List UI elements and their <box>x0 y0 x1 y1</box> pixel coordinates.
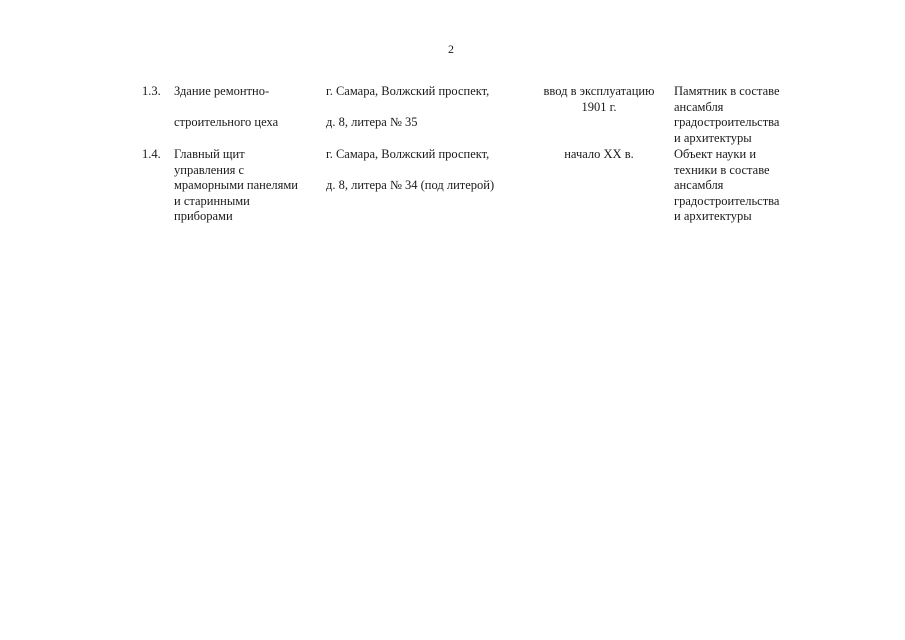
object-date: ввод в эксплуатацию 1901 г. <box>543 84 655 114</box>
object-category: Объект науки и техники в составе ансамбля градостроительства и архитектуры <box>674 147 780 223</box>
object-category: Памятник в составе ансамбля градостроительства и архитектуры <box>674 84 780 145</box>
object-name: Главный щит управления с мраморными панелями и старинными приборами <box>174 147 298 223</box>
object-address: г. Самара, Волжский проспект, д. 8, литера № 34 (под литерой) <box>326 147 495 192</box>
object-address: г. Самара, Волжский проспект, д. 8, литера № 35 <box>326 84 490 129</box>
row-number: 1.3. <box>142 84 161 98</box>
object-date: начало XX в. <box>564 147 634 161</box>
row-number: 1.4. <box>142 147 161 161</box>
page-number: 2 <box>448 42 454 56</box>
object-name: Здание ремонтно- строительного цеха <box>174 84 279 129</box>
